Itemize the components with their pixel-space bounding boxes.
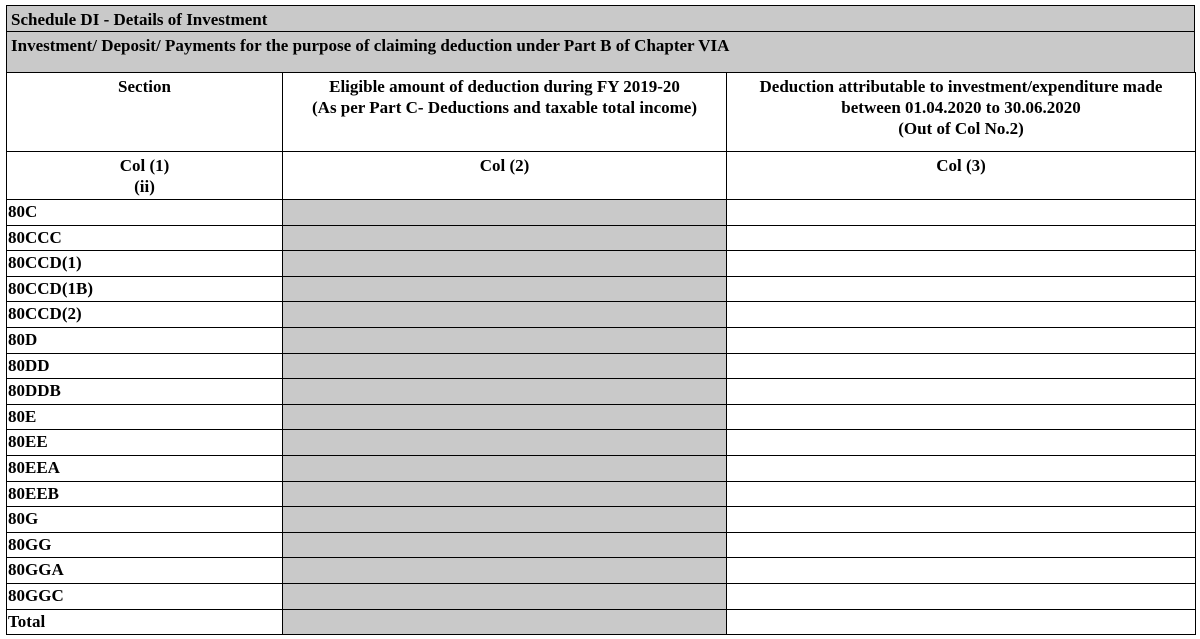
section-label: 80EEA — [7, 455, 283, 481]
section-label: 80EEB — [7, 481, 283, 507]
col-number-1: Col (1) (ii) — [7, 152, 283, 200]
header-section: Section — [7, 73, 283, 152]
attributable-deduction-cell[interactable] — [727, 327, 1196, 353]
header-eligible-amount: Eligible amount of deduction during FY 2019-20 (As per Part C- Deductions and taxable total income) — [283, 73, 727, 152]
section-label: Total — [7, 609, 283, 635]
section-label: 80GGA — [7, 558, 283, 584]
table-row — [7, 583, 1196, 609]
section-label: 80CCD(2) — [7, 302, 283, 328]
section-label: 80CCC — [7, 225, 283, 251]
table-row — [7, 558, 1196, 584]
table-row — [7, 609, 1196, 635]
schedule-subtitle: Investment/ Deposit/ Payments for the purpose of claiming deduction under Part B of Chapter VIA — [6, 32, 1195, 72]
eligible-amount-cell[interactable] — [283, 455, 727, 481]
schedule-di-form — [6, 5, 1195, 635]
section-label: 80CCD(1) — [7, 251, 283, 277]
eligible-amount-cell[interactable] — [283, 200, 727, 226]
eligible-amount-cell[interactable] — [283, 302, 727, 328]
eligible-amount-cell[interactable] — [283, 507, 727, 533]
eligible-amount-cell[interactable] — [283, 558, 727, 584]
table-row — [7, 327, 1196, 353]
eligible-amount-cell[interactable] — [283, 404, 727, 430]
table-row — [7, 404, 1196, 430]
section-label: 80DDB — [7, 379, 283, 405]
eligible-amount-cell[interactable] — [283, 583, 727, 609]
eligible-amount-cell[interactable] — [283, 609, 727, 635]
table-row — [7, 507, 1196, 533]
col-number-3: Col (3) — [727, 152, 1196, 200]
attributable-deduction-cell[interactable] — [727, 302, 1196, 328]
section-label: 80G — [7, 507, 283, 533]
section-label: 80C — [7, 200, 283, 226]
table-row — [7, 251, 1196, 277]
table-row — [7, 430, 1196, 456]
section-label: 80DD — [7, 353, 283, 379]
attributable-deduction-cell[interactable] — [727, 507, 1196, 533]
table-row — [7, 200, 1196, 226]
column-number-row — [7, 152, 1196, 200]
attributable-deduction-cell[interactable] — [727, 558, 1196, 584]
attributable-deduction-cell[interactable] — [727, 379, 1196, 405]
section-label: 80CCD(1B) — [7, 276, 283, 302]
attributable-deduction-cell[interactable] — [727, 455, 1196, 481]
eligible-amount-cell[interactable] — [283, 430, 727, 456]
eligible-amount-cell[interactable] — [283, 251, 727, 277]
eligible-amount-cell[interactable] — [283, 379, 727, 405]
attributable-deduction-cell[interactable] — [727, 481, 1196, 507]
section-label: 80E — [7, 404, 283, 430]
eligible-amount-cell[interactable] — [283, 532, 727, 558]
investment-table — [6, 72, 1196, 635]
header-row — [7, 73, 1196, 152]
eligible-amount-cell[interactable] — [283, 353, 727, 379]
attributable-deduction-cell[interactable] — [727, 583, 1196, 609]
schedule-title: Schedule DI - Details of Investment — [6, 5, 1195, 32]
table-row — [7, 353, 1196, 379]
section-label: 80GG — [7, 532, 283, 558]
attributable-deduction-cell[interactable] — [727, 251, 1196, 277]
table-row — [7, 225, 1196, 251]
attributable-deduction-cell[interactable] — [727, 276, 1196, 302]
table-row — [7, 379, 1196, 405]
eligible-amount-cell[interactable] — [283, 225, 727, 251]
table-row — [7, 481, 1196, 507]
section-label: 80EE — [7, 430, 283, 456]
eligible-amount-cell[interactable] — [283, 327, 727, 353]
table-row — [7, 302, 1196, 328]
attributable-deduction-cell[interactable] — [727, 609, 1196, 635]
attributable-deduction-cell[interactable] — [727, 430, 1196, 456]
table-row — [7, 276, 1196, 302]
attributable-deduction-cell[interactable] — [727, 532, 1196, 558]
attributable-deduction-cell[interactable] — [727, 225, 1196, 251]
eligible-amount-cell[interactable] — [283, 276, 727, 302]
attributable-deduction-cell[interactable] — [727, 353, 1196, 379]
table-row — [7, 532, 1196, 558]
header-attributable-deduction: Deduction attributable to investment/expenditure made between 01.04.2020 to 30.06.2020 (Out of Col No.2) — [727, 73, 1196, 152]
eligible-amount-cell[interactable] — [283, 481, 727, 507]
section-label: 80D — [7, 327, 283, 353]
col-number-2: Col (2) — [283, 152, 727, 200]
attributable-deduction-cell[interactable] — [727, 404, 1196, 430]
section-label: 80GGC — [7, 583, 283, 609]
table-row — [7, 455, 1196, 481]
attributable-deduction-cell[interactable] — [727, 200, 1196, 226]
